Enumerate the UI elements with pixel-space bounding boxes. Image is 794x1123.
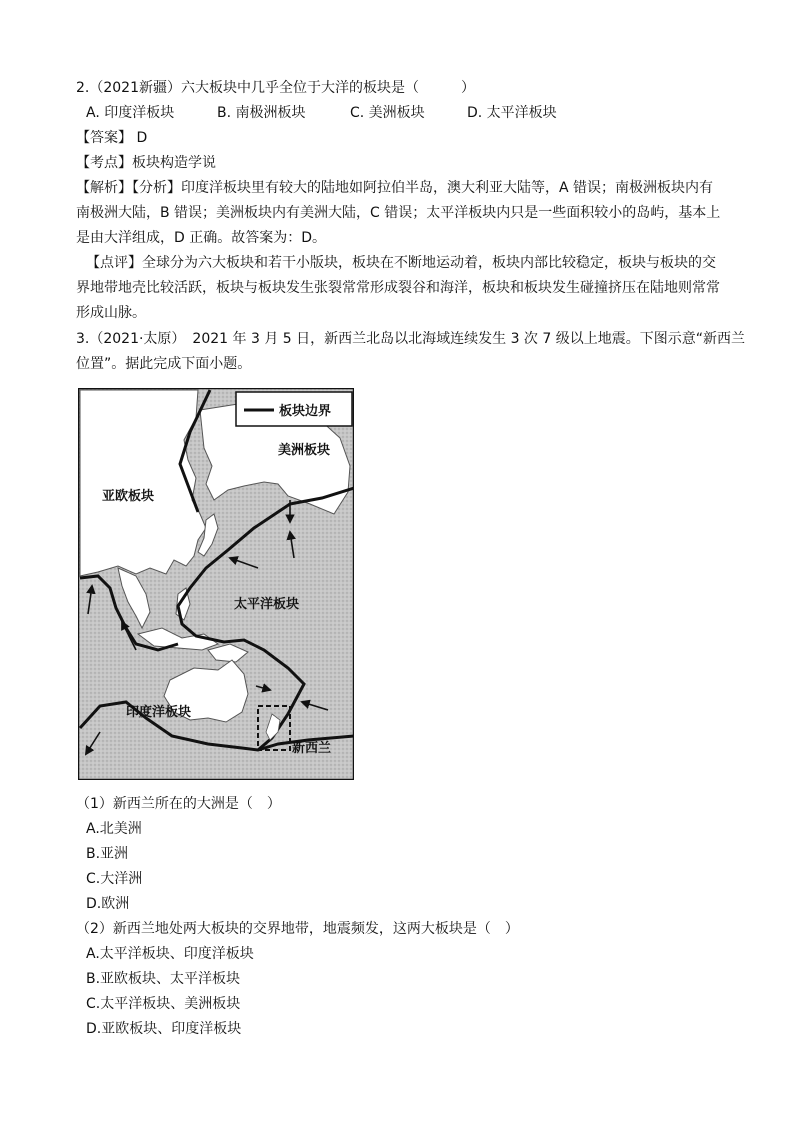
q3-sub1-option-d: D.欧洲 bbox=[86, 896, 130, 912]
q2-option-c: C. 美洲板块 bbox=[350, 105, 425, 121]
legend-label: 板块边界 bbox=[279, 404, 332, 419]
q3-sub2-option-b: B.亚欧板块、太平洋板块 bbox=[86, 971, 241, 987]
new-zealand-location-map bbox=[78, 388, 354, 780]
q3-stem-line-1: 3.（2021·太原） 2021 年 3 月 5 日，新西兰北岛以北海域连续发生 3 次 7 级以上地震。下图示意“新西兰 bbox=[76, 331, 745, 347]
answer-value: D bbox=[132, 130, 148, 146]
q2-jiexi-line-1: 【解析】【分析】印度洋板块里有较大的陆地如阿拉伯半岛，澳大利亚大陆等，A 错误；南极洲板块内有 bbox=[76, 180, 714, 196]
q2-jiexi-line-3: 是由大洋组成，D 正确。故答案为：D。 bbox=[76, 230, 327, 246]
q3-sub1-option-b: B.亚洲 bbox=[86, 846, 129, 862]
q2-dianping-line-3: 形成山脉。 bbox=[76, 305, 146, 321]
q2-option-a: A. 印度洋板块 bbox=[86, 105, 175, 121]
kaodian-value: 板块构造学说 bbox=[132, 155, 216, 171]
label-pacific-plate: 太平洋板块 bbox=[234, 597, 300, 612]
q3-sub2-option-c: C.太平洋板块、美洲板块 bbox=[86, 996, 241, 1012]
q2-dianping-line-2: 界地带地壳比较活跃，板块与板块发生张裂常常形成裂谷和海洋，板块和板块发生碰撞挤压在陆地则常常 bbox=[76, 280, 720, 296]
q2-kaodian-line bbox=[76, 153, 216, 173]
q3-sub1-stem: （1）新西兰所在的大洲是（ ） bbox=[76, 796, 281, 812]
q2-option-d: D. 太平洋板块 bbox=[467, 105, 557, 121]
q3-sub1-option-c: C.大洋洲 bbox=[86, 871, 143, 887]
q3-sub1-option-a: A.北美洲 bbox=[86, 821, 142, 837]
label-eurasian-plate: 亚欧板块 bbox=[102, 489, 155, 504]
q2-stem: 2.（2021新疆）六大板块中几乎全位于大洋的板块是（ ） bbox=[76, 80, 475, 96]
q3-sub2-option-a: A.太平洋板块、印度洋板块 bbox=[86, 946, 254, 962]
label-american-plate: 美洲板块 bbox=[278, 443, 331, 458]
label-new-zealand: 新西兰 bbox=[292, 741, 332, 756]
q3-sub2-stem: （2）新西兰地处两大板块的交界地带，地震频发，这两大板块是（ ） bbox=[76, 921, 519, 937]
kaodian-tag: 【考点】 bbox=[76, 155, 132, 171]
q3-stem-line-2: 位置”。据此完成下面小题。 bbox=[76, 356, 252, 372]
q2-option-b: B. 南极洲板块 bbox=[217, 105, 306, 121]
q2-jiexi-line-2: 南极洲大陆，B 错误；美洲板块内有美洲大陆，C 错误；太平洋板块内只是一些面积较小的岛屿，基本上 bbox=[76, 205, 721, 221]
label-indian-plate: 印度洋板块 bbox=[126, 705, 192, 720]
q2-answer-line bbox=[76, 128, 147, 148]
q2-dianping-line-1: 【点评】全球分为六大板块和若干小版块，板块在不断地运动着，板块内部比较稳定，板块与板块的交 bbox=[86, 255, 716, 271]
answer-tag: 【答案】 bbox=[76, 130, 132, 146]
q3-sub2-option-d: D.亚欧板块、印度洋板块 bbox=[86, 1021, 242, 1037]
